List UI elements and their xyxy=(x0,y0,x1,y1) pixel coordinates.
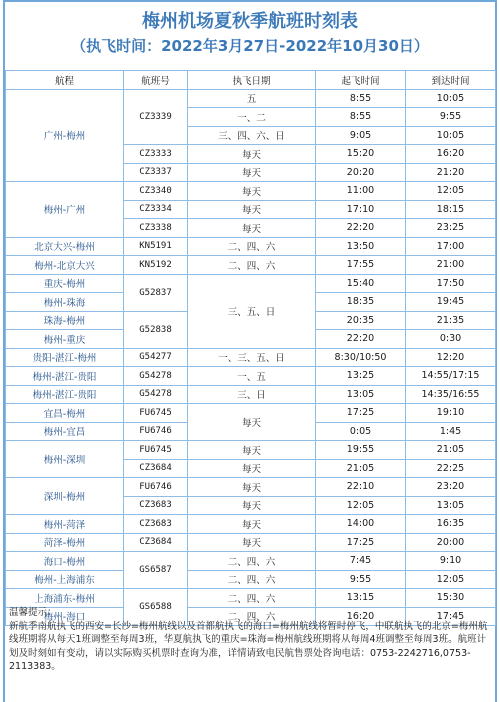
route-cell: 宜昌-梅州 xyxy=(6,404,124,423)
table-header-row xyxy=(6,71,496,90)
flight-cell: CZ3334 xyxy=(124,200,188,219)
days-cell: 二、四、六 xyxy=(188,237,316,256)
departure-cell: 8:55 xyxy=(316,108,406,127)
flight-cell: G54278 xyxy=(124,385,188,404)
route-cell: 梅州-北京大兴 xyxy=(6,256,124,275)
arrival-cell: 19:45 xyxy=(406,293,496,312)
table-row xyxy=(6,367,496,386)
notes-body: 新航季南航执飞的西安=长沙=梅州航线以及首都航执飞的海口=梅州航线将暂时停飞，中联航执飞的北京=梅州航线班期将从每天1班调整至每周3班，华夏航执飞的重庆=珠海=梅州航线班期将从每周4班调整至每周3班。航班计划及时刻如有变动，请以实际购买机票时查询为准，详情请致电民航售票处咨询电话：0753-2242716,0753-2113383。 xyxy=(9,620,488,672)
notes-heading: 温馨提示： xyxy=(9,607,57,618)
flight-cell: G52838 xyxy=(124,311,188,348)
departure-cell: 15:40 xyxy=(316,274,406,293)
arrival-cell: 23:25 xyxy=(406,219,496,238)
flight-cell: CZ3339 xyxy=(124,89,188,145)
table-row xyxy=(6,533,496,552)
schedule-poster xyxy=(3,0,497,702)
departure-cell: 17:25 xyxy=(316,404,406,423)
route-cell: 梅州-湛江-贵阳 xyxy=(6,367,124,386)
header-arrival: 到达时间 xyxy=(406,71,496,90)
flight-cell: G54278 xyxy=(124,367,188,386)
departure-cell: 14:00 xyxy=(316,515,406,534)
header-route: 航程 xyxy=(6,71,124,90)
flight-cell: GS6588 xyxy=(124,589,188,626)
arrival-cell: 16:20 xyxy=(406,145,496,164)
departure-cell: 8:55 xyxy=(316,89,406,108)
days-cell: 每天 xyxy=(188,219,316,238)
page-title: 梅州机场夏秋季航班时刻表 xyxy=(142,11,358,32)
header-flight: 航班号 xyxy=(124,71,188,90)
arrival-cell: 17:00 xyxy=(406,237,496,256)
departure-cell: 13:05 xyxy=(316,385,406,404)
flight-cell: G52837 xyxy=(124,274,188,311)
days-cell: 三、日 xyxy=(188,385,316,404)
route-cell: 梅州-上海浦东 xyxy=(6,570,124,589)
route-cell: 梅州-重庆 xyxy=(6,330,124,349)
arrival-cell: 18:15 xyxy=(406,200,496,219)
departure-cell: 20:35 xyxy=(316,311,406,330)
header-days: 执飞日期 xyxy=(188,71,316,90)
days-cell: 每天 xyxy=(188,404,316,441)
page-subtitle: （执飞时间：2022年3月27日-2022年10月30日） xyxy=(71,37,429,55)
route-cell: 菏泽-梅州 xyxy=(6,533,124,552)
departure-cell: 17:25 xyxy=(316,533,406,552)
days-cell: 每天 xyxy=(188,533,316,552)
departure-cell: 15:20 xyxy=(316,145,406,164)
table-row xyxy=(6,385,496,404)
days-cell: 每天 xyxy=(188,441,316,460)
days-cell: 二、四、六 xyxy=(188,256,316,275)
departure-cell: 8:30/10:50 xyxy=(316,348,406,367)
arrival-cell: 20:00 xyxy=(406,533,496,552)
header xyxy=(5,2,495,70)
arrival-cell: 19:10 xyxy=(406,404,496,423)
flight-cell: FU6745 xyxy=(124,404,188,423)
arrival-cell: 21:35 xyxy=(406,311,496,330)
flight-cell: CZ3683 xyxy=(124,515,188,534)
days-cell: 每天 xyxy=(188,496,316,515)
departure-cell: 20:20 xyxy=(316,163,406,182)
days-cell: 每天 xyxy=(188,200,316,219)
departure-cell: 17:10 xyxy=(316,200,406,219)
arrival-cell: 17:50 xyxy=(406,274,496,293)
arrival-cell: 0:30 xyxy=(406,330,496,349)
days-cell: 一、五 xyxy=(188,367,316,386)
days-cell: 每天 xyxy=(188,182,316,201)
arrival-cell: 21:20 xyxy=(406,163,496,182)
flight-cell: CZ3333 xyxy=(124,145,188,164)
departure-cell: 13:50 xyxy=(316,237,406,256)
flight-cell: KN5191 xyxy=(124,237,188,256)
flight-cell: CZ3683 xyxy=(124,496,188,515)
schedule-table xyxy=(5,70,496,626)
arrival-cell: 17:45 xyxy=(406,607,496,626)
flight-cell: FU6745 xyxy=(124,441,188,460)
flight-cell: CZ3684 xyxy=(124,459,188,478)
notes-section xyxy=(5,606,495,674)
table-row xyxy=(6,404,496,423)
table-row xyxy=(6,515,496,534)
days-cell: 一、二 xyxy=(188,108,316,127)
days-cell: 每天 xyxy=(188,478,316,497)
table-row xyxy=(6,589,496,608)
route-cell: 广州-梅州 xyxy=(6,89,124,182)
days-cell: 二、四、六 xyxy=(188,589,316,608)
flight-cell: CZ3684 xyxy=(124,533,188,552)
route-cell: 梅州-珠海 xyxy=(6,293,124,312)
departure-cell: 22:10 xyxy=(316,478,406,497)
days-cell: 一、三、五、日 xyxy=(188,348,316,367)
route-cell: 重庆-梅州 xyxy=(6,274,124,293)
flight-cell: FU6746 xyxy=(124,422,188,441)
table-row xyxy=(6,441,496,460)
table-row xyxy=(6,89,496,108)
arrival-cell: 14:55/17:15 xyxy=(406,367,496,386)
arrival-cell: 12:05 xyxy=(406,570,496,589)
arrival-cell: 23:20 xyxy=(406,478,496,497)
days-cell: 二、四、六 xyxy=(188,607,316,626)
arrival-cell: 21:05 xyxy=(406,441,496,460)
departure-cell: 18:35 xyxy=(316,293,406,312)
route-cell: 梅州-海口 xyxy=(6,607,124,626)
table-row xyxy=(6,552,496,571)
route-cell: 梅州-宜昌 xyxy=(6,422,124,441)
table-row xyxy=(6,348,496,367)
table-row xyxy=(6,274,496,293)
flight-cell: FU6746 xyxy=(124,478,188,497)
table-row xyxy=(6,478,496,497)
arrival-cell: 12:20 xyxy=(406,348,496,367)
days-cell: 三、四、六、日 xyxy=(188,126,316,145)
departure-cell: 9:55 xyxy=(316,570,406,589)
arrival-cell: 13:05 xyxy=(406,496,496,515)
flight-cell: CZ3337 xyxy=(124,163,188,182)
departure-cell: 22:20 xyxy=(316,219,406,238)
route-cell: 梅州-菏泽 xyxy=(6,515,124,534)
arrival-cell: 21:00 xyxy=(406,256,496,275)
departure-cell: 21:05 xyxy=(316,459,406,478)
route-cell: 深圳-梅州 xyxy=(6,478,124,515)
departure-cell: 11:00 xyxy=(316,182,406,201)
arrival-cell: 1:45 xyxy=(406,422,496,441)
days-cell: 每天 xyxy=(188,163,316,182)
route-cell: 梅州-湛江-贵阳 xyxy=(6,385,124,404)
departure-cell: 17:55 xyxy=(316,256,406,275)
departure-cell: 13:25 xyxy=(316,367,406,386)
departure-cell: 13:15 xyxy=(316,589,406,608)
route-cell: 珠海-梅州 xyxy=(6,311,124,330)
flight-cell: CZ3340 xyxy=(124,182,188,201)
departure-cell: 0:05 xyxy=(316,422,406,441)
arrival-cell: 12:05 xyxy=(406,182,496,201)
route-cell: 梅州-广州 xyxy=(6,182,124,238)
route-cell: 梅州-深圳 xyxy=(6,441,124,478)
arrival-cell: 10:05 xyxy=(406,126,496,145)
departure-cell: 12:05 xyxy=(316,496,406,515)
arrival-cell: 22:25 xyxy=(406,459,496,478)
route-cell: 上海浦东-梅州 xyxy=(6,589,124,608)
days-cell: 五 xyxy=(188,89,316,108)
arrival-cell: 10:05 xyxy=(406,89,496,108)
days-cell: 二、四、六 xyxy=(188,570,316,589)
flight-cell: KN5192 xyxy=(124,256,188,275)
departure-cell: 19:55 xyxy=(316,441,406,460)
flight-cell: G54277 xyxy=(124,348,188,367)
arrival-cell: 15:30 xyxy=(406,589,496,608)
table-row xyxy=(6,182,496,201)
table-row xyxy=(6,237,496,256)
departure-cell: 16:20 xyxy=(316,607,406,626)
arrival-cell: 16:35 xyxy=(406,515,496,534)
flight-cell: GS6587 xyxy=(124,552,188,589)
days-cell: 二、四、六 xyxy=(188,552,316,571)
days-cell: 三、五、日 xyxy=(188,274,316,348)
table-row xyxy=(6,256,496,275)
days-cell: 每天 xyxy=(188,459,316,478)
route-cell: 贵阳-湛江-梅州 xyxy=(6,348,124,367)
departure-cell: 7:45 xyxy=(316,552,406,571)
days-cell: 每天 xyxy=(188,515,316,534)
arrival-cell: 9:10 xyxy=(406,552,496,571)
flight-cell: CZ3338 xyxy=(124,219,188,238)
arrival-cell: 9:55 xyxy=(406,108,496,127)
departure-cell: 22:20 xyxy=(316,330,406,349)
days-cell: 每天 xyxy=(188,145,316,164)
header-departure: 起飞时间 xyxy=(316,71,406,90)
arrival-cell: 14:35/16:55 xyxy=(406,385,496,404)
route-cell: 海口-梅州 xyxy=(6,552,124,571)
table-row xyxy=(6,570,496,589)
route-cell: 北京大兴-梅州 xyxy=(6,237,124,256)
departure-cell: 9:05 xyxy=(316,126,406,145)
